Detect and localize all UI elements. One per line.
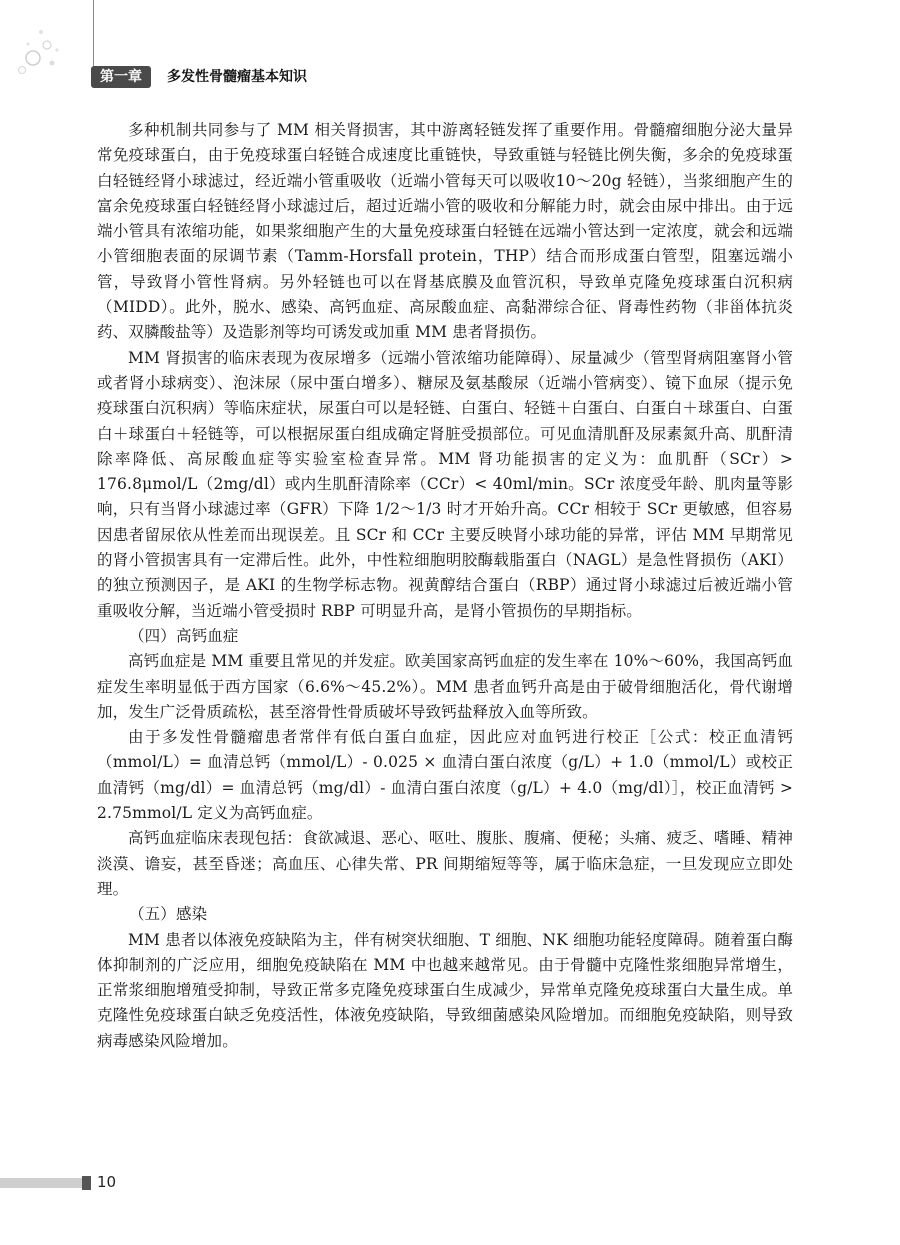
header-divider-line — [93, 0, 94, 66]
paragraph-infection: MM 患者以体液免疫缺陷为主，伴有树突状细胞、T 细胞、NK 细胞功能轻度障碍。随着蛋白酶体抑制剂的广泛应用，细胞免疫缺陷在 MM 中也越来越常见。由于骨髓中克隆性浆细胞异常增生，正常浆细胞增殖受抑制，导致正常多克隆免疫球蛋白生成减少，异常单克隆免疫球蛋白大量生成。单克隆性免疫球蛋白缺乏免疫活性，体液免疫缺陷，导致细菌感染风险增加。而细胞免疫缺陷，则导致病毒感染风险增加。 — [97, 930, 793, 1050]
section-heading-hypercalcemia: （四）高钙血症 — [129, 626, 239, 645]
page-body — [97, 118, 793, 1054]
footer-marker — [82, 1176, 91, 1190]
paragraph-renal-mechanism: 多种机制共同参与了 MM 相关肾损害，其中游离轻链发挥了重要作用。骨髓瘤细胞分泌大量异常免疫球蛋白，由于免疫球蛋白轻链合成速度比重链快，导致重链与轻链比例失衡，多余的免疫球蛋白轻链经肾小球滤过，经近端小管重吸收（近端小管每天可以吸收10～20g 轻链），当浆细胞产生的富余免疫球蛋白轻链经肾小球滤过后，超过近端小管的吸收和分解能力时，就会由尿中排出。由于远端小管具有浓缩功能，如果浆细胞产生的大量免疫球蛋白轻链在远端小管达到一定浓度，就会和远端小管细胞表面的尿调节素（Tamm-Horsfall protein，THP）结合而形成蛋白管型，阻塞远端小管，导致肾小管性肾病。另外轻链也可以在肾基底膜及血管沉积，导致单克隆免疫球蛋白沉积病（MIDD）。此外，脱水、感染、高钙血症、高尿酸血症、高黏滞综合征、肾毒性药物（非甾体抗炎药、双膦酸盐等）及造影剂等均可诱发或加重 MM 患者肾损伤。 — [97, 121, 793, 342]
chapter-label: 第一章 — [91, 66, 151, 88]
decorative-bubbles — [0, 0, 90, 90]
paragraph-renal-clinical: MM 肾损害的临床表现为夜尿增多（远端小管浓缩功能障碍）、尿量减少（管型肾病阻塞肾小管或者肾小球病变）、泡沫尿（尿中蛋白增多）、糖尿及氨基酸尿（近端小管病变）、镜下血尿（提示免疫球蛋白沉积病）等临床症状，尿蛋白可以是轻链、白蛋白、轻链＋白蛋白、白蛋白＋球蛋白、白蛋白＋球蛋白＋轻链等，可以根据尿蛋白组成确定肾脏受损部位。可见血清肌酐及尿素氮升高、肌酐清除率降低、高尿酸血症等实验室检查异常。MM 肾功能损害的定义为：血肌酐（SCr）> 176.8μmol/L（2mg/dl）或内生肌酐清除率（CCr）< 40ml/min。SCr 浓度受年龄、肌肉量等影响，只有当肾小球滤过率（GFR）下降 1/2～1/3 时才开始升高。CCr 相较于 SCr 更敏感，但容易因患者留尿依从性差而出现误差。且 SCr 和 CCr 主要反映肾小球功能的异常，评估 MM 早期常见的肾小管损害具有一定滞后性。此外，中性粒细胞明胶酶载脂蛋白（NAGL）是急性肾损伤（AKI）的独立预测因子，是 AKI 的生物学标志物。视黄醇结合蛋白（RBP）通过肾小球滤过后被近端小管重吸收分解，当近端小管受损时 RBP 可明显升高，是肾小管损伤的早期指标。 — [97, 348, 793, 620]
paragraph-hypercalcemia-symptoms: 高钙血症临床表现包括：食欲减退、恶心、呕吐、腹胀、腹痛、便秘；头痛、疲乏、嗜睡、精神淡漠、谵妄，甚至昏迷；高血压、心律失常、PR 间期缩短等等，属于临床急症，一旦发现应立即处理。 — [97, 829, 793, 898]
paragraph-calcium-correction: 由于多发性骨髓瘤患者常伴有低白蛋白血症，因此应对血钙进行校正［公式：校正血清钙（mmol/L）= 血清总钙（mmol/L）- 0.025 × 血清白蛋白浓度（g/L）+ 1.0（mmol/L）或校正血清钙（mg/dl）= 血清总钙（mg/dl）- 血清白蛋白浓度（g/L）+ 4.0（mg/dl）］，校正血清钙 > 2.75mmol/L 定义为高钙血症。 — [97, 728, 793, 823]
footer-bar — [0, 1178, 82, 1188]
paragraph-hypercalcemia-intro: 高钙血症是 MM 重要且常见的并发症。欧美国家高钙血症的发生率在 10%～60%，我国高钙血症发生率明显低于西方国家（6.6%～45.2%）。MM 患者血钙升高是由于破骨细胞活化，骨代谢增加，发生广泛骨质疏松，甚至溶骨性骨质破坏导致钙盐释放入血等所致。 — [97, 652, 793, 721]
chapter-title: 多发性骨髓瘤基本知识 — [167, 69, 307, 85]
page-number: 10 — [97, 1173, 117, 1191]
section-heading-infection: （五）感染 — [129, 905, 208, 924]
